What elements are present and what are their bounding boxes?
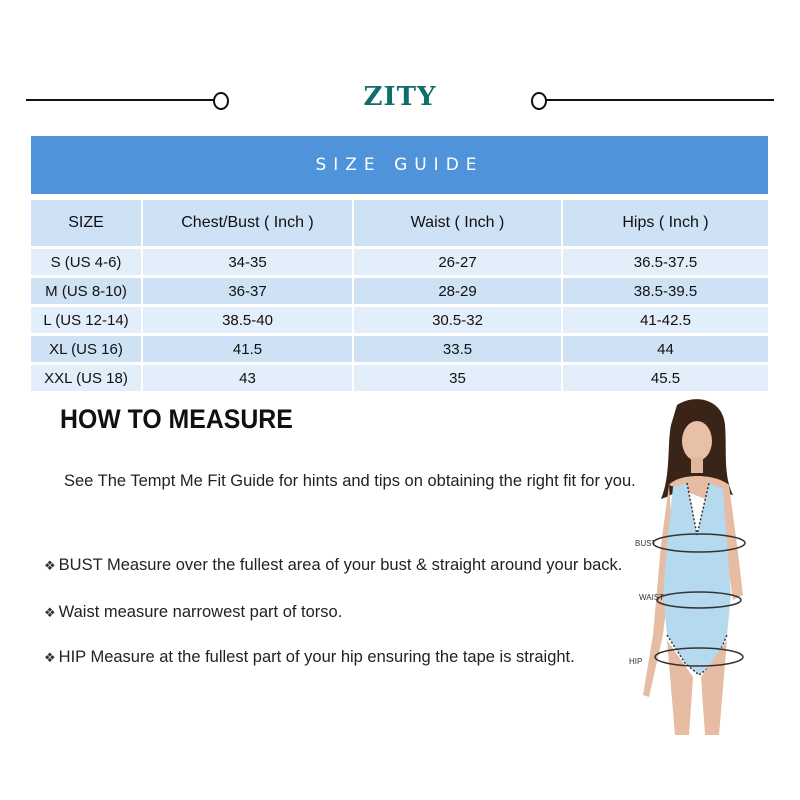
chest-cell: 41.5 — [142, 335, 353, 364]
table-row — [31, 248, 768, 277]
hip-tip — [44, 648, 575, 667]
waist-label: WAIST — [639, 593, 665, 602]
size-cell: M (US 8-10) — [31, 277, 142, 306]
hip-label: HIP — [629, 657, 643, 666]
hips-cell: 36.5-37.5 — [562, 248, 768, 277]
table-row — [31, 364, 768, 392]
table-row — [31, 277, 768, 306]
hip-tip-text: HIP Measure at the fullest part of your hip ensuring the tape is straight. — [58, 648, 575, 666]
chest-cell: 38.5-40 — [142, 306, 353, 335]
model-swimsuit-illustration — [615, 395, 785, 735]
size-cell: XL (US 16) — [31, 335, 142, 364]
chest-cell: 36-37 — [142, 277, 353, 306]
brand-header — [0, 78, 800, 122]
diamond-bullet-icon: ❖ — [44, 604, 56, 620]
table-header-row — [31, 200, 768, 248]
table-row — [31, 335, 768, 364]
model-figure — [615, 395, 785, 735]
brand-logo: ZITY — [363, 82, 437, 112]
bust-label: BUST — [635, 539, 657, 548]
header-waist: Waist ( Inch ) — [353, 200, 562, 248]
how-to-measure-heading: HOW TO MEASURE — [60, 404, 293, 434]
size-cell: XXL (US 18) — [31, 364, 142, 392]
size-guide-title: SIZE GUIDE — [315, 155, 484, 175]
measure-intro-text: See The Tempt Me Fit Guide for hints and tips on obtaining the right fit for you. — [64, 472, 636, 490]
hips-cell: 38.5-39.5 — [562, 277, 768, 306]
hips-cell: 45.5 — [562, 364, 768, 392]
size-table — [31, 200, 768, 391]
left-circle-icon — [213, 92, 229, 110]
bust-tip — [44, 556, 622, 575]
table-row — [31, 306, 768, 335]
waist-cell: 28-29 — [353, 277, 562, 306]
header-size: SIZE — [31, 200, 142, 248]
right-circle-icon — [531, 92, 547, 110]
waist-tip — [44, 603, 342, 622]
bust-tip-text: BUST Measure over the fullest area of your bust & straight around your back. — [58, 556, 623, 574]
hips-cell: 41-42.5 — [562, 306, 768, 335]
chest-cell: 43 — [142, 364, 353, 392]
header-hips: Hips ( Inch ) — [562, 200, 768, 248]
right-decorative-line — [546, 99, 774, 101]
waist-tip-text: Waist measure narrowest part of torso. — [58, 603, 343, 621]
waist-cell: 30.5-32 — [353, 306, 562, 335]
waist-cell: 35 — [353, 364, 562, 392]
diamond-bullet-icon: ❖ — [44, 557, 56, 573]
waist-cell: 26-27 — [353, 248, 562, 277]
size-guide-banner — [31, 136, 768, 194]
waist-cell: 33.5 — [353, 335, 562, 364]
hips-cell: 44 — [562, 335, 768, 364]
header-chest: Chest/Bust ( Inch ) — [142, 200, 353, 248]
diamond-bullet-icon: ❖ — [44, 649, 56, 665]
left-decorative-line — [26, 99, 216, 101]
chest-cell: 34-35 — [142, 248, 353, 277]
size-cell: S (US 4-6) — [31, 248, 142, 277]
size-cell: L (US 12-14) — [31, 306, 142, 335]
